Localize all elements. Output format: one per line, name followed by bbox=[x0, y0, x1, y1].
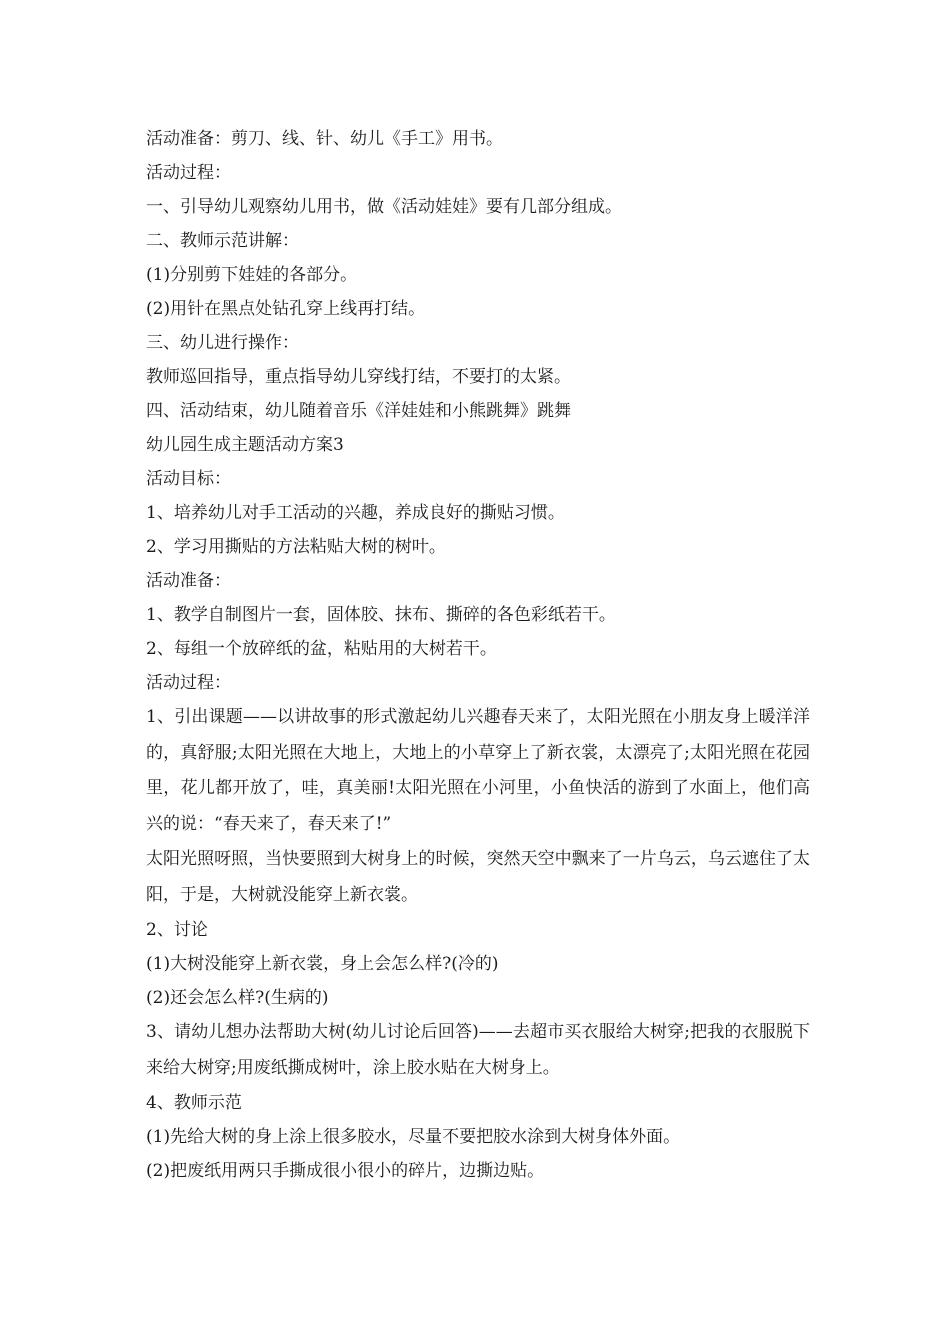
text-line: 四、活动结束，幼儿随着音乐《洋娃娃和小熊跳舞》跳舞 bbox=[146, 401, 571, 421]
section-heading: 活动准备： bbox=[146, 571, 231, 591]
text-line: (1)大树没能穿上新衣裳，身上会怎么样?(冷的) bbox=[146, 954, 499, 974]
document-section-title: 幼儿园生成主题活动方案3 bbox=[146, 435, 344, 455]
text-line: 一、引导幼儿观察幼儿用书，做《活动娃娃》要有几部分组成。 bbox=[146, 197, 622, 217]
text-line: 2、每组一个放碎纸的盆，粘贴用的大树若干。 bbox=[146, 639, 497, 659]
text-line: 1、培养幼儿对手工活动的兴趣，养成良好的撕贴习惯。 bbox=[146, 503, 565, 523]
text-line: (2)用针在黑点处钻孔穿上线再打结。 bbox=[146, 299, 426, 319]
text-line: (1)先给大树的身上涂上很多胶水，尽量不要把胶水涂到大树身体外面。 bbox=[146, 1127, 681, 1147]
text-line: 三、幼儿进行操作： bbox=[146, 333, 299, 353]
story-paragraph-continued: 太阳光照呀照，当快要照到大树身上的时候，突然天空中飘来了一片乌云，乌云遮住了太阳，于是，大树就没能穿上新衣裳。 bbox=[146, 849, 810, 905]
text-line: 1、教学自制图片一套，固体胶、抹布、撕碎的各色彩纸若干。 bbox=[146, 605, 616, 625]
text-line: (2)把废纸用两只手撕成很小很小的碎片，边撕边贴。 bbox=[146, 1161, 545, 1181]
section-heading: 活动过程： bbox=[146, 673, 231, 693]
text-line: 二、教师示范讲解： bbox=[146, 231, 299, 251]
document-page bbox=[146, 122, 810, 1188]
text-line: 2、学习用撕贴的方法粘贴大树的树叶。 bbox=[146, 537, 446, 557]
text-line: (2)还会怎么样?(生病的) bbox=[146, 988, 329, 1008]
text-line: (1)分别剪下娃娃的各部分。 bbox=[146, 265, 358, 285]
section-heading: 活动目标： bbox=[146, 469, 231, 489]
text-line: 活动准备：剪刀、线、针、幼儿《手工》用书。 bbox=[146, 129, 503, 149]
section-heading: 活动过程： bbox=[146, 163, 231, 183]
story-paragraph: 1、引出课题——以讲故事的形式激起幼儿兴趣春天来了，太阳光照在小朋友身上暖洋洋的，真舒服;太阳光照在大地上，大地上的小草穿上了新衣裳，太漂亮了;太阳光照在花园里，花儿都开放了，哇，真美丽!太阳光照在小河里，小鱼快活的游到了水面上，他们高兴的说：“春天来了，春天来了!” bbox=[146, 707, 810, 834]
text-line: 2、讨论 bbox=[146, 920, 208, 940]
discussion-paragraph: 3、请幼儿想办法帮助大树(幼儿讨论后回答)——去超市买衣服给大树穿;把我的衣服脱下来给大树穿;用废纸撕成树叶，涂上胶水贴在大树身上。 bbox=[146, 1022, 810, 1078]
text-line: 4、教师示范 bbox=[146, 1093, 242, 1113]
text-line: 教师巡回指导，重点指导幼儿穿线打结，不要打的太紧。 bbox=[146, 367, 571, 387]
